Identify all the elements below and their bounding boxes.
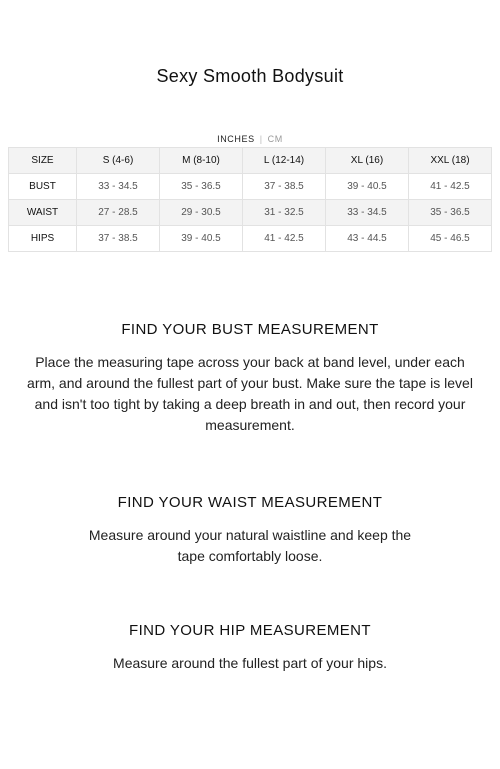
waist-instructions: Measure around your natural waistline and keep the tape comfortably loose. (88, 527, 412, 564)
header-m: M (8-10) (160, 148, 243, 174)
table-cell: 35 - 36.5 (160, 174, 243, 200)
waist-heading: FIND YOUR WAIST MEASUREMENT (117, 494, 383, 511)
unit-inches-toggle[interactable]: INCHES (217, 134, 255, 144)
table-cell: 37 - 38.5 (243, 174, 326, 200)
table-header-row (9, 148, 492, 174)
table-cell: 29 - 30.5 (160, 200, 243, 226)
page-title: Sexy Smooth Bodysuit (156, 66, 344, 86)
table-cell: 41 - 42.5 (409, 174, 492, 200)
header-xl: XL (16) (326, 148, 409, 174)
table-cell: 43 - 44.5 (326, 226, 409, 252)
row-label-waist: WAIST (9, 200, 77, 226)
table-cell: 33 - 34.5 (326, 200, 409, 226)
hip-instructions: Measure around the fullest part of your hips. (113, 655, 387, 671)
unit-separator: | (259, 134, 263, 144)
table-cell: 37 - 38.5 (77, 226, 160, 252)
header-l: L (12-14) (243, 148, 326, 174)
table-row-waist (9, 200, 492, 226)
table-cell: 39 - 40.5 (326, 174, 409, 200)
size-chart-table (8, 147, 492, 252)
bust-instructions: Place the measuring tape across your back at band level, under each arm, and around the fullest part of your bust. Make sure the tape is level and isn't too tight by taking a deep breath in and out, then record your measurement. (27, 354, 473, 433)
table-cell: 35 - 36.5 (409, 200, 492, 226)
table-cell: 33 - 34.5 (77, 174, 160, 200)
unit-toggle (0, 134, 500, 144)
table-row-hips (9, 226, 492, 252)
table-cell: 41 - 42.5 (243, 226, 326, 252)
hip-measurement-section (0, 622, 500, 674)
table-cell: 39 - 40.5 (160, 226, 243, 252)
row-label-hips: HIPS (9, 226, 77, 252)
bust-measurement-section (0, 321, 500, 436)
waist-measurement-section (0, 494, 500, 567)
table-cell: 27 - 28.5 (77, 200, 160, 226)
table-cell: 45 - 46.5 (409, 226, 492, 252)
bust-heading: FIND YOUR BUST MEASUREMENT (121, 321, 379, 338)
header-size: SIZE (9, 148, 77, 174)
table-row-bust (9, 174, 492, 200)
header-s: S (4-6) (77, 148, 160, 174)
table-cell: 31 - 32.5 (243, 200, 326, 226)
header-xxl: XXL (18) (409, 148, 492, 174)
unit-cm-toggle[interactable]: CM (267, 134, 283, 144)
row-label-bust: BUST (9, 174, 77, 200)
hip-heading: FIND YOUR HIP MEASUREMENT (129, 622, 371, 639)
